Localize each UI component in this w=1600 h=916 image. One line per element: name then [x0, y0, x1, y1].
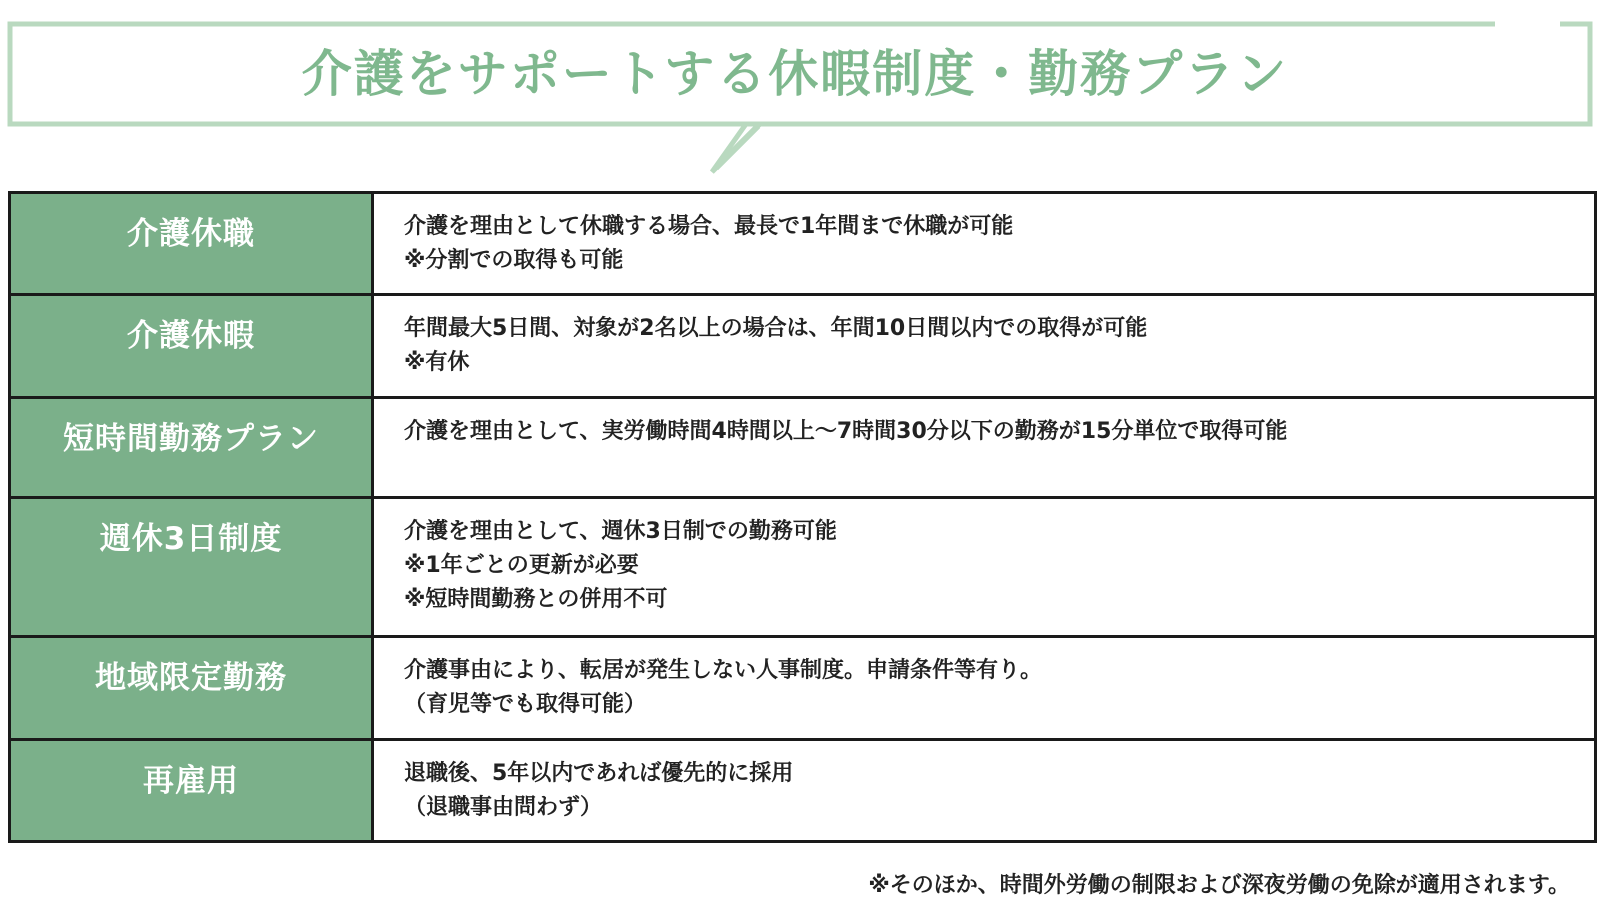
description-line: ※短時間勤務との併用不可: [404, 587, 668, 613]
row-description: [373, 295, 1596, 397]
row-label: 地域限定勤務: [10, 637, 373, 739]
description-line: 介護を理由として休職する場合、最長で1年間まで休職が可能: [404, 214, 1014, 239]
description-line: 年間最大5日間、対象が2名以上の場合は、年間10日間以内での取得が可能: [404, 316, 1148, 342]
description-line: 介護事由により、転居が発生しない人事制度。申請条件等有り。: [404, 658, 1043, 684]
table-row-four-day-week: [10, 498, 1596, 637]
description-line: ※1年ごとの更新が必要: [404, 553, 639, 579]
row-description: [373, 637, 1596, 739]
description-line: 退職後、5年以内であれば優先的に採用: [404, 760, 794, 786]
policy-table: [8, 191, 1597, 843]
description-line: （退職事由問わず）: [404, 794, 603, 820]
description-line: ※有休: [404, 350, 470, 376]
row-description: [373, 498, 1596, 637]
row-description: [373, 397, 1596, 497]
row-label: 短時間勤務プラン: [10, 397, 373, 497]
description-line: 介護を理由として、週休3日制での勤務可能: [404, 519, 837, 545]
row-label: 介護休職: [10, 193, 373, 295]
table-row-kaigo-kyuka: [10, 295, 1596, 397]
table-row-rehire: [10, 739, 1596, 841]
description-line: ※分割での取得も可能: [404, 248, 624, 273]
row-description: [373, 739, 1596, 841]
row-label: 週休3日制度: [10, 498, 373, 637]
row-label: 再雇用: [10, 739, 373, 841]
table-row-region-limited: [10, 637, 1596, 739]
description-line: 介護を理由として、実労働時間4時間以上～7時間30分以下の勤務が15分単位で取得可能: [404, 418, 1288, 444]
row-description: [373, 193, 1596, 295]
description-line: （育児等でも取得可能）: [404, 692, 647, 718]
row-label: 介護休暇: [10, 295, 373, 397]
table-row-short-time-work: [10, 397, 1596, 497]
table-row-kaigo-kyushoku: [10, 193, 1596, 295]
footnote: ※そのほか、時間外労働の制限および深夜労働の免除が適用されます。: [868, 873, 1570, 898]
page-title: 介護をサポートする休暇制度・勤務プラン: [301, 45, 1289, 103]
